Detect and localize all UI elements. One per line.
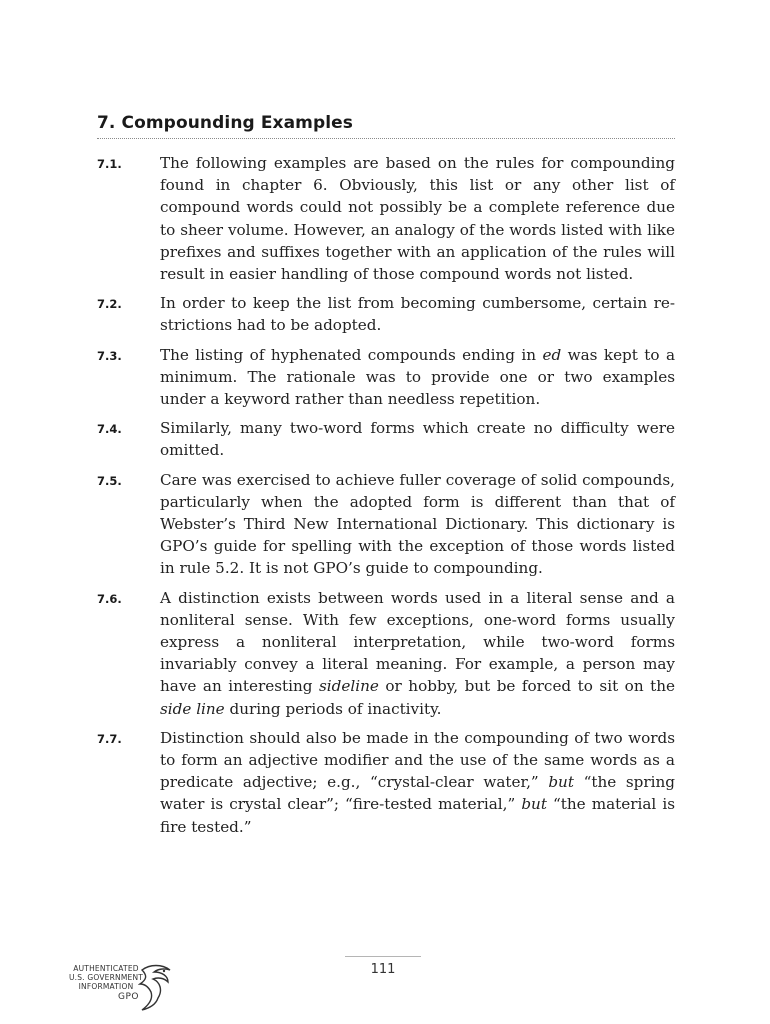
seal-line-authenticated: AUTHENTICATED bbox=[73, 964, 139, 973]
rule-text bbox=[160, 344, 675, 411]
eagle-icon bbox=[138, 962, 178, 1014]
rules-list bbox=[97, 152, 675, 845]
rule-item bbox=[97, 417, 675, 461]
page-number-rule bbox=[345, 956, 421, 957]
text-run: “the material is fire tested.” bbox=[160, 795, 675, 836]
seal-gpo-label: GPO bbox=[118, 992, 139, 1002]
seal-line-government: U.S. GOVERNMENT bbox=[68, 973, 144, 982]
rule-number: 7.4. bbox=[97, 422, 122, 437]
section-title: 7. Compounding Examples bbox=[97, 113, 354, 133]
rule-number: 7.2. bbox=[97, 297, 122, 312]
rule-text bbox=[160, 417, 675, 461]
rule-text bbox=[160, 727, 675, 838]
text-run: during periods of inactivity. bbox=[224, 699, 442, 718]
rule-number: 7.7. bbox=[97, 731, 122, 746]
title-divider bbox=[97, 138, 675, 139]
italic-term: sideline bbox=[319, 677, 379, 696]
text-run: A distinction exists between words used in a literal sense and a nonliteral sense. With few exceptions, one-word forms usually express a nonliteral interpretation, while two-word forms invariably convey a literal meaning. For example, a person may have an interesting bbox=[160, 588, 675, 696]
rule-number: 7.5. bbox=[97, 473, 122, 488]
text-run: In order to keep the list from becoming cumbersome, certain restrictions had to be adopted. bbox=[160, 294, 675, 335]
text-run: or hobby, but be forced to sit on the bbox=[378, 677, 675, 696]
rule-text bbox=[160, 292, 675, 336]
rule-item bbox=[97, 727, 675, 838]
text-run: Distinction should also be made in the compounding of two words to form an adjective modifier and the use of the same words as a predicate adjective; e.g., “crystal-clear water,” bbox=[160, 728, 675, 792]
gpo-authentication-seal bbox=[62, 962, 192, 1014]
text-run: Similarly, many two-word forms which create no difficulty were omitted. bbox=[160, 419, 675, 460]
text-run: was kept to a minimum. The rationale was to provide one or two examples under a keyword rather than needless repetition. bbox=[160, 345, 675, 409]
italic-term: but bbox=[521, 795, 547, 814]
italic-term: side line bbox=[160, 699, 225, 718]
text-run: “the spring water is crystal clear”; “fire-tested material,” bbox=[160, 773, 675, 814]
text-run: The listing of hyphenated compounds ending in bbox=[160, 345, 543, 364]
rule-text bbox=[160, 152, 675, 285]
text-run: The following examples are based on the rules for compounding found in chapter 6. Obviously, this list or any other list of compound words could not possibly be a complete reference due to sheer volume. However, an analogy of the words listed with like prefixes and suffixes together with an application of the rules will result in easier handling of those compound words not listed. bbox=[160, 154, 675, 284]
italic-term: but bbox=[548, 773, 574, 792]
rule-text bbox=[160, 469, 675, 580]
text-run: Care was exercised to achieve fuller coverage of solid compounds, particularly when the adopted form is different than that of Webster’s Third New International Dictionary. This dictionary is GPO’s guide for spelling with the exception of those words listed in rule 5.2. It is not GPO’s guide to compounding. bbox=[160, 470, 675, 578]
italic-term: ed bbox=[542, 345, 562, 364]
rule-item bbox=[97, 587, 675, 720]
rule-text bbox=[160, 587, 675, 720]
rule-item bbox=[97, 152, 675, 285]
rule-item bbox=[97, 292, 675, 336]
seal-line-information: INFORMATION bbox=[78, 982, 134, 991]
rule-item bbox=[97, 344, 675, 411]
page-number: 111 bbox=[370, 962, 396, 977]
rule-number: 7.3. bbox=[97, 348, 122, 363]
rule-number: 7.1. bbox=[97, 157, 122, 171]
rule-item bbox=[97, 469, 675, 580]
rule-number: 7.6. bbox=[97, 591, 122, 606]
